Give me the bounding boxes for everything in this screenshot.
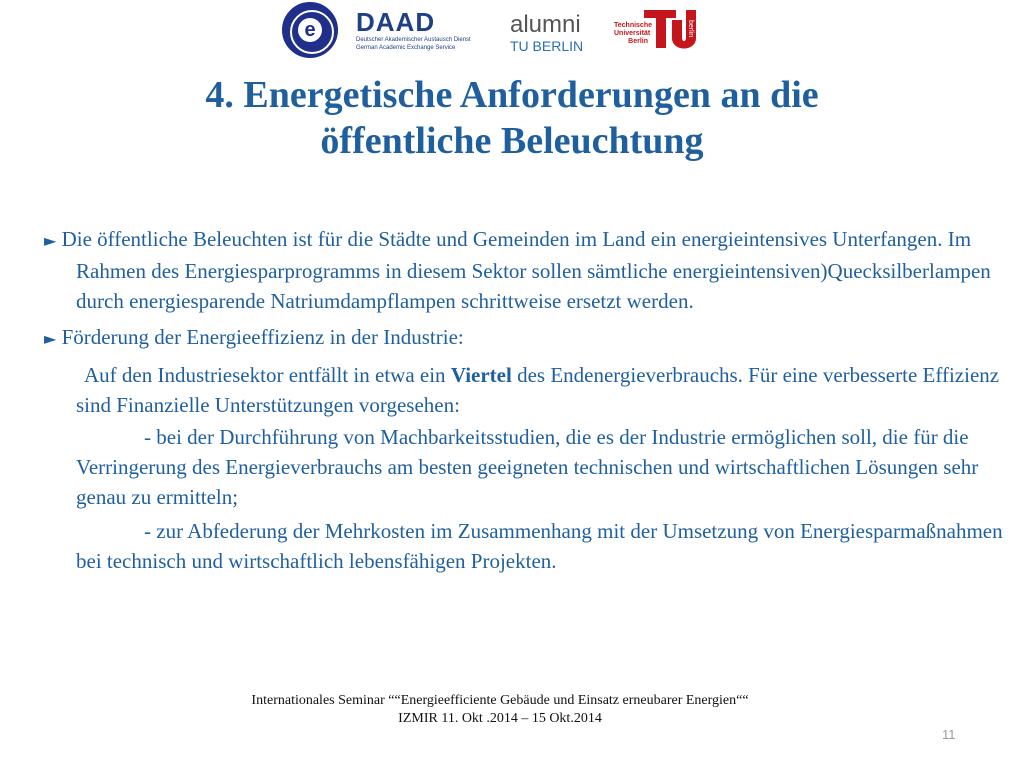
bullet-item-1 bbox=[44, 224, 1004, 316]
bullet-1-text: Die öffentliche Beleuchten ist für die Städte und Gemeinden im Land ein energieintensives Unterfangen. Im Rahmen des Energiesparprogramms in diesem Sektor sollen sämtliche energieintensiven)Quecksilberlampen durch energiesparende Natriumdampflampen schrittweise ersetzt werden. bbox=[61, 227, 991, 313]
slide-body bbox=[44, 224, 1004, 580]
industry-text-after: des Endenergieverbrauchs. Für eine verbesserte Effizienz sind Finanzielle Unterstützungen vorgesehen: bbox=[76, 363, 1000, 417]
tu-berlin-logo-mark bbox=[642, 6, 698, 52]
industry-text-before: Auf den Industriesektor entfällt in etwa ein bbox=[84, 363, 446, 387]
alumni-tu-berlin-logo bbox=[510, 12, 600, 58]
dash-item-1: - bei der Durchführung von Machbarkeitsstudien, die es der Industrie ermöglichen soll, die für die Verringerung des Energieverbrauchs am besten geeigneten technischen und wirtschaftlichen Lösungen sehr genau zu ermitteln; bbox=[76, 425, 979, 509]
footer-line-2: IZMIR 11. Okt .2014 – 15 Okt.2014 bbox=[398, 711, 602, 726]
bullet-2-text: Förderung der Energieeffizienz in der Industrie: bbox=[61, 325, 464, 349]
alumni-word: alumni bbox=[510, 11, 581, 38]
slide-title bbox=[0, 72, 1024, 164]
tu-berlin-line3: Berlin bbox=[628, 38, 648, 45]
title-line-1: 4. Energetische Anforderungen an die bbox=[205, 74, 819, 116]
tu-berlin-line2: Universität bbox=[614, 30, 651, 37]
slide-footer bbox=[0, 692, 1000, 728]
daad-line1: Deutscher Akademischer Austausch Dienst bbox=[356, 37, 471, 43]
logo-bar bbox=[0, 0, 1024, 62]
dash-item-2: - zur Abfederung der Mehrkosten im Zusammenhang mit der Umsetzung von Energiesparmaßnahmen bei technisch und wirtschaftlich lebensfähigen Projekten. bbox=[76, 519, 1003, 573]
bullet-arrow-icon: ► bbox=[44, 231, 57, 250]
title-line-2: öffentliche Beleuchtung bbox=[320, 120, 704, 162]
bullet-item-2 bbox=[44, 322, 1004, 354]
alumni-line2: TU BERLIN bbox=[510, 38, 584, 54]
industry-text-bold: Viertel bbox=[450, 363, 512, 387]
daad-line2: German Academic Exchange Service bbox=[356, 45, 456, 51]
svg-text:berlin: berlin bbox=[687, 20, 694, 38]
daad-word: DAAD bbox=[356, 7, 436, 37]
ege-university-logo bbox=[282, 2, 338, 58]
page-number: 11 bbox=[942, 727, 956, 742]
tu-berlin-line1: Technische bbox=[614, 22, 652, 29]
bullet-arrow-icon: ► bbox=[44, 329, 57, 348]
industry-paragraph bbox=[44, 360, 1004, 420]
footer-line-1: Internationales Seminar ““Energieefficiente Gebäude und Einsatz erneubarer Energien““ bbox=[251, 693, 749, 708]
ege-e-mark: e bbox=[298, 18, 322, 42]
daad-logo bbox=[356, 8, 486, 58]
